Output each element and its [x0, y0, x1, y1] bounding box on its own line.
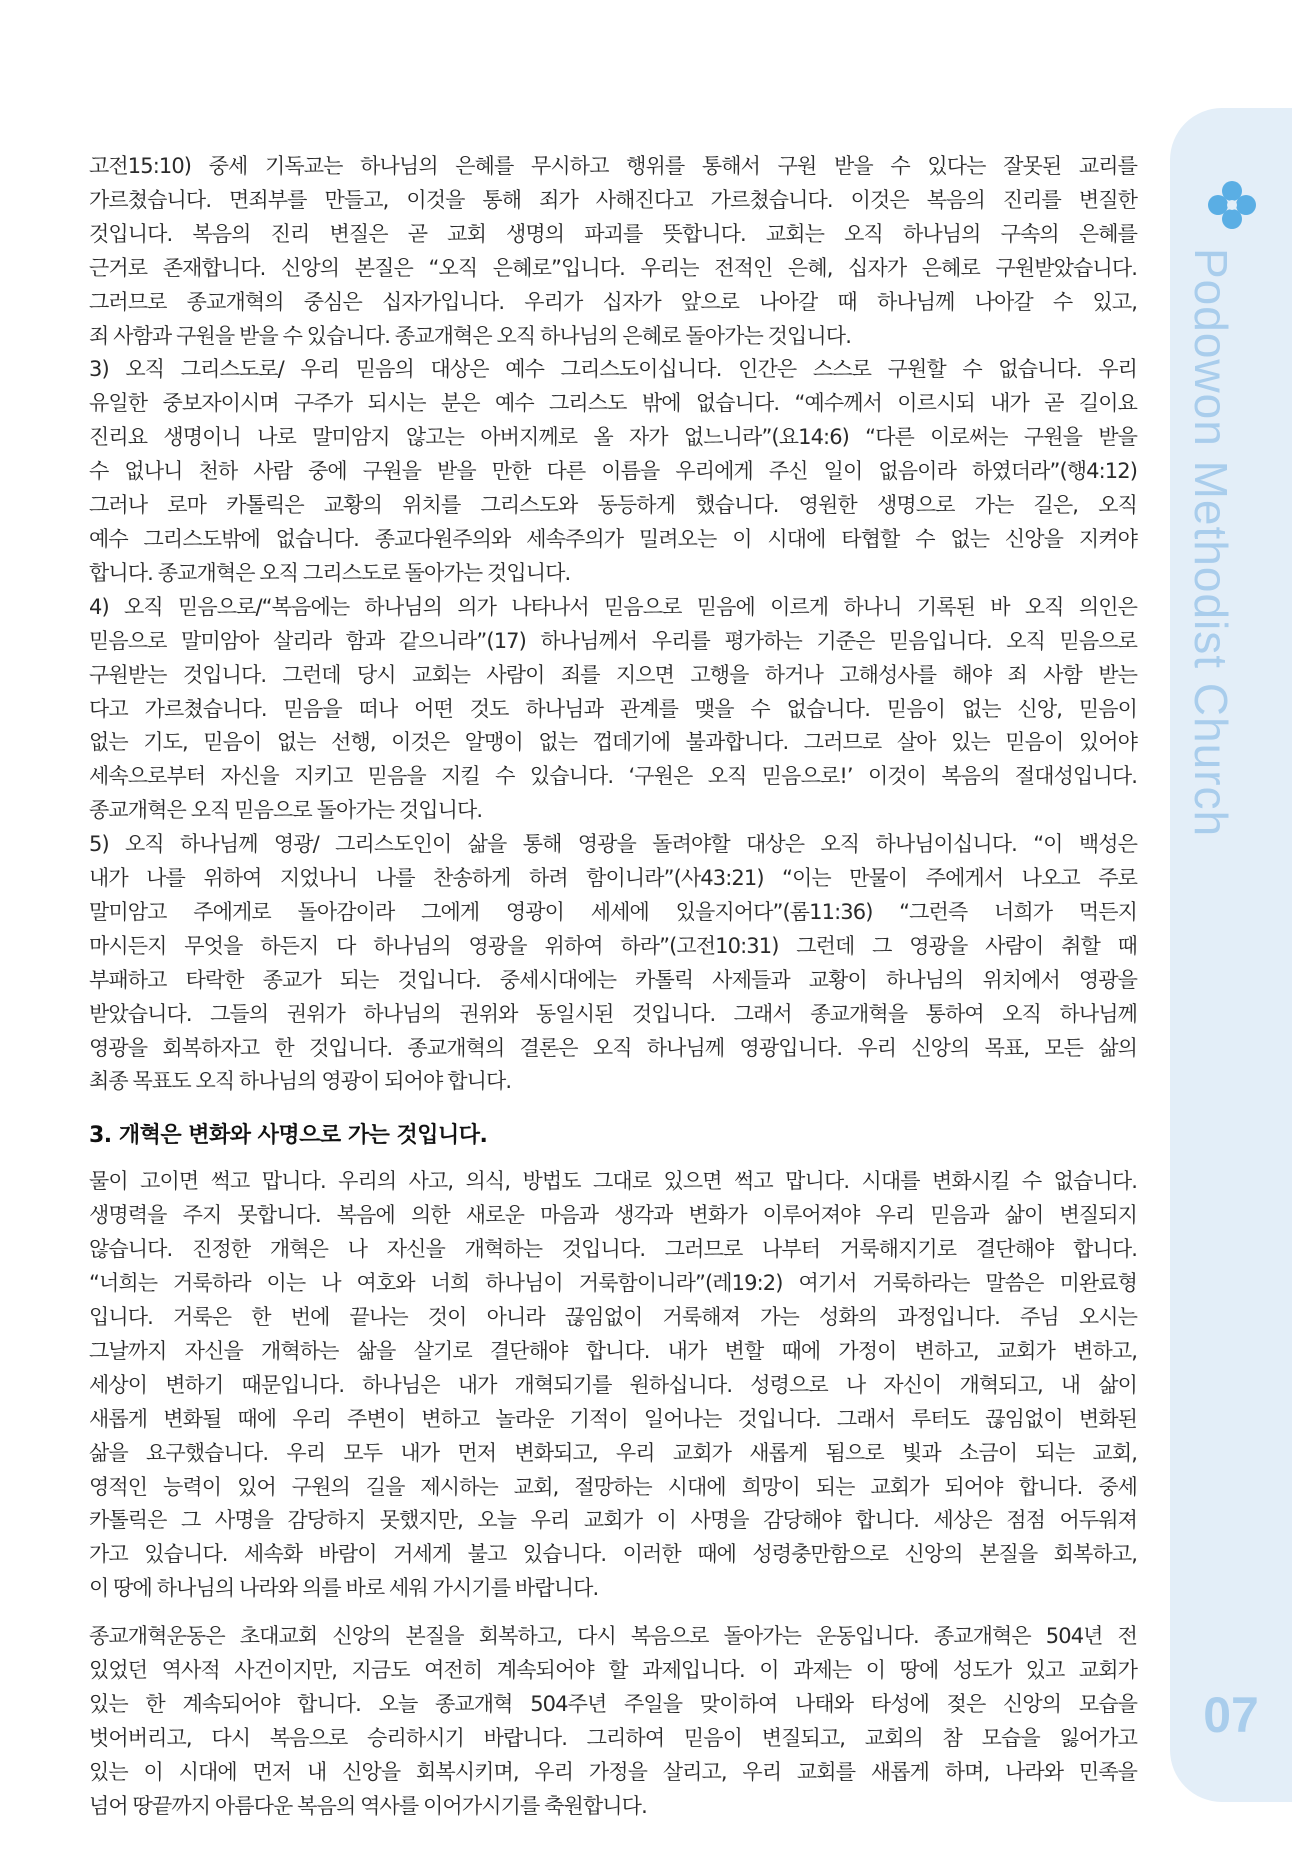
grape-cluster-logo-icon	[1207, 180, 1257, 230]
text-line: 믿음으로 말미암아 살리라 함과 같으니라”(17) 하나님께서 우리를 평가하는 기준은 믿음입니다. 오직 믿음으로	[89, 628, 1137, 653]
text-line: 수 없나니 천하 사람 중에 구원을 받을 만한 다른 이름을 우리에게 주신 일이 없음이라 하였더라”(행4:12)	[89, 459, 1137, 484]
church-name: Podowon Methodist Church	[1185, 248, 1237, 838]
text-line: 말미암고 주에게로 돌아감이라 그에게 영광이 세세에 있을지어다”(롬11:36) “그런즉 너희가 먹든지	[89, 899, 1137, 924]
text-line: 이 땅에 하나님의 나라와 의를 바로 세워 가시기를 바랍니다.	[89, 1576, 599, 1601]
text-line: 세상이 변하기 때문입니다. 하나님은 내가 개혁되기를 원하십니다. 성령으로 나 자신이 개혁되고, 내 삶이	[89, 1372, 1137, 1397]
text-line: 합니다. 종교개혁은 오직 그리스도로 돌아가는 것입니다.	[89, 560, 571, 585]
text-line: 없는 기도, 믿음이 없는 선행, 이것은 알맹이 없는 껍데기에 불과합니다. 그러므로 살아 있는 믿음이 있어야	[89, 730, 1137, 755]
text-line: 가르쳤습니다. 면죄부를 만들고, 이것을 통해 죄가 사해진다고 가르쳤습니다. 이것은 복음의 진리를 변질한	[89, 187, 1137, 212]
text-line: 그러므로 종교개혁의 중심은 십자가입니다. 우리가 십자가 앞으로 나아갈 때 하나님께 나아갈 수 있고,	[89, 289, 1137, 314]
section-grace	[89, 150, 1137, 353]
text-line: 입니다. 거룩은 한 번에 끝나는 것이 아니라 끊임없이 거룩해져 가는 성화의 과정입니다. 주님 오시는	[89, 1305, 1137, 1329]
text-line: 있는 한 계속되어야 합니다. 오늘 종교개혁 504주년 주일을 맞이하여 나태와 타성에 젖은 신앙의 모습을	[89, 1691, 1137, 1716]
text-line: 그러나 로마 카톨릭은 교황의 위치를 그리스도와 동등하게 했습니다. 영원한 생명으로 가는 길은, 오직	[89, 493, 1137, 518]
text-line: 최종 목표도 오직 하나님의 영광이 되어야 합니다.	[89, 1069, 512, 1094]
text-line: 가고 있습니다. 세속화 바람이 거세게 불고 있습니다. 이러한 때에 성령충만함으로 신앙의 본질을 회복하고,	[89, 1542, 1137, 1567]
text-line: 다고 가르쳤습니다. 믿음을 떠나 어떤 것도 하나님과 관계를 맺을 수 없습니다. 믿음이 없는 신앙, 믿음이	[89, 696, 1137, 721]
text-line: 3) 오직 그리스도로/ 우리 믿음의 대상은 예수 그리스도이십니다. 인간은 스스로 구원할 수 없습니다. 우리	[89, 357, 1137, 382]
section-change-mission	[89, 1165, 1137, 1606]
section-sola-fide	[89, 591, 1137, 828]
text-line: 4) 오직 믿음으로/“복음에는 하나님의 의가 나타나서 믿음으로 믿음에 이르게 하나니 기록된 바 오직 의인은	[89, 594, 1137, 619]
section-soli-deo-gloria	[89, 828, 1137, 1099]
text-line: 근거로 존재합니다. 신앙의 본질은 “오직 은혜로”입니다. 우리는 전적인 은혜, 십자가 은혜로 구원받았습니다.	[89, 255, 1137, 280]
section-heading: 3. 개혁은 변화와 사명으로 가는 것입니다.	[89, 1123, 488, 1149]
text-line: 죄 사함과 구원을 받을 수 있습니다. 종교개혁은 오직 하나님의 은혜로 돌아가는 것입니다.	[89, 323, 851, 348]
text-line: 구원받는 것입니다. 그런데 당시 교회는 사람이 죄를 지으면 고행을 하거나 고해성사를 해야 죄 사함 받는	[89, 662, 1137, 687]
text-line: 종교개혁운동은 초대교회 신앙의 본질을 회복하고, 다시 복음으로 돌아가는 운동입니다. 종교개혁은 504년 전	[89, 1624, 1137, 1649]
text-line: 영적인 능력이 있어 구원의 길을 제시하는 교회, 절망하는 시대에 희망이 되는 교회가 되어야 합니다. 중세	[89, 1474, 1137, 1499]
text-line: 종교개혁은 오직 믿음으로 돌아가는 것입니다.	[89, 798, 483, 823]
side-tab	[1170, 108, 1292, 1802]
text-line: 받았습니다. 그들의 권위가 하나님의 권위와 동일시된 것입니다. 그래서 종교개혁을 통하여 오직 하나님께	[89, 1001, 1137, 1026]
section-solus-christus	[89, 353, 1137, 590]
text-line: 부패하고 타락한 종교가 되는 것입니다. 중세시대에는 카톨릭 사제들과 교황이 하나님의 위치에서 영광을	[89, 967, 1137, 992]
text-line: 유일한 중보자이시며 구주가 되시는 분은 예수 그리스도 밖에 없습니다. “예수께서 이르시되 내가 곧 길이요	[89, 391, 1137, 416]
text-line: 5) 오직 하나님께 영광/ 그리스도인이 삶을 통해 영광을 돌려야할 대상은 오직 하나님이십니다. “이 백성은	[89, 832, 1137, 857]
text-line: 벗어버리고, 다시 복음으로 승리하시기 바랍니다. 그리하여 믿음이 변질되고, 교회의 참 모습을 잃어가고	[89, 1725, 1137, 1750]
text-line: 물이 고이면 썩고 맙니다. 우리의 사고, 의식, 방법도 그대로 있으면 썩고 맙니다. 시대를 변화시킬 수 없습니다.	[89, 1169, 1137, 1194]
article-body	[89, 150, 1137, 1824]
text-line: 진리요 생명이니 나로 말미암지 않고는 아버지께로 올 자가 없느니라”(요14:6) “다른 이로써는 구원을 받을	[89, 425, 1137, 450]
text-line: 넘어 땅끝까지 아름다운 복음의 역사를 이어가시기를 축원합니다.	[89, 1793, 647, 1818]
text-line: 있는 이 시대에 먼저 내 신앙을 회복시키며, 우리 가정을 살리고, 우리 교회를 새롭게 하며, 나라와 민족을	[89, 1759, 1137, 1784]
page-number: 07	[1203, 1687, 1259, 1743]
text-line: 세속으로부터 자신을 지키고 믿음을 지킬 수 있습니다. ‘구원은 오직 믿음으로!’ 이것이 복음의 절대성입니다.	[89, 764, 1137, 789]
text-line: 마시든지 무엇을 하든지 다 하나님의 영광을 위하여 하라”(고전10:31) 그런데 그 영광을 사람이 취할 때	[89, 933, 1137, 958]
text-line: 생명력을 주지 못합니다. 복음에 의한 새로운 마음과 생각과 변화가 이루어져야 우리 믿음과 삶이 변질되지	[89, 1203, 1137, 1228]
text-line: 그날까지 자신을 개혁하는 삶을 살기로 결단해야 합니다. 내가 변할 때에 가정이 변하고, 교회가 변하고,	[89, 1338, 1137, 1363]
text-line: 예수 그리스도밖에 없습니다. 종교다원주의와 세속주의가 밀려오는 이 시대에 타협할 수 없는 신앙을 지켜야	[89, 526, 1137, 551]
text-line: 있었던 역사적 사건이지만, 지금도 여전히 계속되어야 할 과제입니다. 이 과제는 이 땅에 성도가 있고 교회가	[89, 1658, 1137, 1683]
section-conclusion	[89, 1620, 1137, 1823]
text-line: 새롭게 변화될 때에 우리 주변이 변하고 놀라운 기적이 일어나는 것입니다. 그래서 루터도 끊임없이 변화된	[89, 1406, 1137, 1431]
text-line: 삶을 요구했습니다. 우리 모두 내가 먼저 변화되고, 우리 교회가 새롭게 됨으로 빛과 소금이 되는 교회,	[89, 1440, 1137, 1465]
text-line: 내가 나를 위하여 지었나니 나를 찬송하게 하려 함이니라”(사43:21) “이는 만물이 주에게서 나오고 주로	[89, 866, 1137, 891]
text-line: 않습니다. 진정한 개혁은 나 자신을 개혁하는 것입니다. 그러므로 나부터 거룩해지기로 결단해야 합니다.	[89, 1237, 1137, 1262]
text-line: 카톨릭은 그 사명을 감당하지 못했지만, 오늘 우리 교회가 이 사명을 감당해야 합니다. 세상은 점점 어두워져	[89, 1508, 1137, 1533]
text-line: “너희는 거룩하라 이는 나 여호와 너희 하나님이 거룩함이니라”(레19:2) 여기서 거룩하라는 말씀은 미완료형	[89, 1271, 1137, 1296]
text-line: 것입니다. 복음의 진리 변질은 곧 교회 생명의 파괴를 뜻합니다. 교회는 오직 하나님의 구속의 은혜를	[89, 221, 1137, 246]
text-line: 고전15:10) 중세 기독교는 하나님의 은혜를 무시하고 행위를 통해서 구원 받을 수 있다는 잘못된 교리를	[89, 154, 1137, 178]
text-line: 영광을 회복하자고 한 것입니다. 종교개혁의 결론은 오직 하나님께 영광입니다. 우리 신앙의 목표, 모든 삶의	[89, 1035, 1137, 1060]
